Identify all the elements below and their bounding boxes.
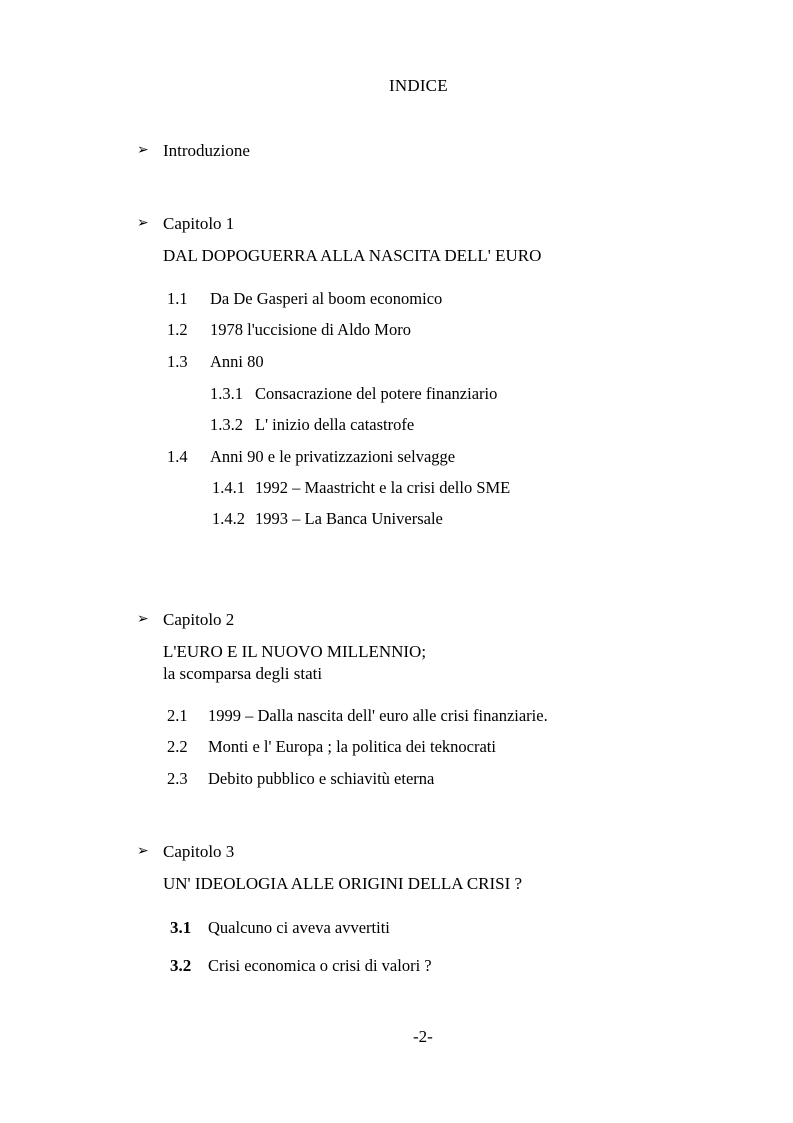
bullet-arrow-icon: ➢ [137, 612, 149, 627]
toc-item-number: 3.2 [170, 956, 192, 975]
chapter2-label[interactable]: Capitolo 2 [163, 610, 235, 629]
toc-item-number: 3.1 [170, 918, 192, 937]
toc-item-number: 1.3.1 [210, 384, 243, 403]
toc-item-3-1[interactable]: Qualcuno ci aveva avvertiti [208, 918, 390, 937]
page-number: -2- [413, 1027, 433, 1046]
toc-item-number: 1.3.2 [210, 415, 243, 434]
chapter1-label[interactable]: Capitolo 1 [163, 214, 235, 233]
toc-item-1-3-2[interactable]: L' inizio della catastrofe [255, 415, 415, 434]
toc-item-1-4[interactable]: Anni 90 e le privatizzazioni selvagge [210, 447, 456, 466]
chapter3-heading: UN' IDEOLOGIA ALLE ORIGINI DELLA CRISI ? [163, 874, 523, 893]
bullet-arrow-icon: ➢ [137, 143, 149, 158]
toc-item-1-4-2[interactable]: 1993 – La Banca Universale [255, 509, 443, 528]
toc-item-1-1[interactable]: Da De Gasperi al boom economico [210, 289, 443, 308]
chapter2-subheading: la scomparsa degli stati [163, 664, 323, 683]
toc-item-1-3-1[interactable]: Consacrazione del potere finanziario [255, 384, 498, 403]
toc-item-1-2[interactable]: 1978 l'uccisione di Aldo Moro [210, 320, 411, 339]
toc-item-number: 1.4.1 [212, 478, 245, 497]
toc-item-number: 2.2 [167, 737, 188, 756]
toc-item-1-3[interactable]: Anni 80 [210, 352, 264, 371]
toc-item-number: 2.1 [167, 706, 188, 725]
toc-item-2-2[interactable]: Monti e l' Europa ; la politica dei teknocrati [208, 737, 496, 756]
toc-item-number: 1.3 [167, 352, 188, 371]
page-title: INDICE [389, 76, 448, 95]
bullet-arrow-icon: ➢ [137, 216, 149, 231]
toc-item-number: 1.2 [167, 320, 188, 339]
toc-item-number: 1.1 [167, 289, 188, 308]
chapter1-heading: DAL DOPOGUERRA ALLA NASCITA DELL' EURO [163, 246, 542, 265]
toc-item-3-2[interactable]: Crisi economica o crisi di valori ? [208, 956, 432, 975]
toc-item-number: 1.4 [167, 447, 188, 466]
toc-item-number: 2.3 [167, 769, 188, 788]
bullet-arrow-icon: ➢ [137, 844, 149, 859]
chapter2-heading: L'EURO E IL NUOVO MILLENNIO; [163, 642, 427, 661]
toc-item-1-4-1[interactable]: 1992 – Maastricht e la crisi dello SME [255, 478, 511, 497]
toc-item-2-1[interactable]: 1999 – Dalla nascita dell' euro alle crisi finanziarie. [208, 706, 548, 725]
toc-item-2-3[interactable]: Debito pubblico e schiavitù eterna [208, 769, 435, 788]
toc-item-number: 1.4.2 [212, 509, 245, 528]
chapter3-label[interactable]: Capitolo 3 [163, 842, 235, 861]
toc-introduzione[interactable]: Introduzione [163, 141, 250, 160]
